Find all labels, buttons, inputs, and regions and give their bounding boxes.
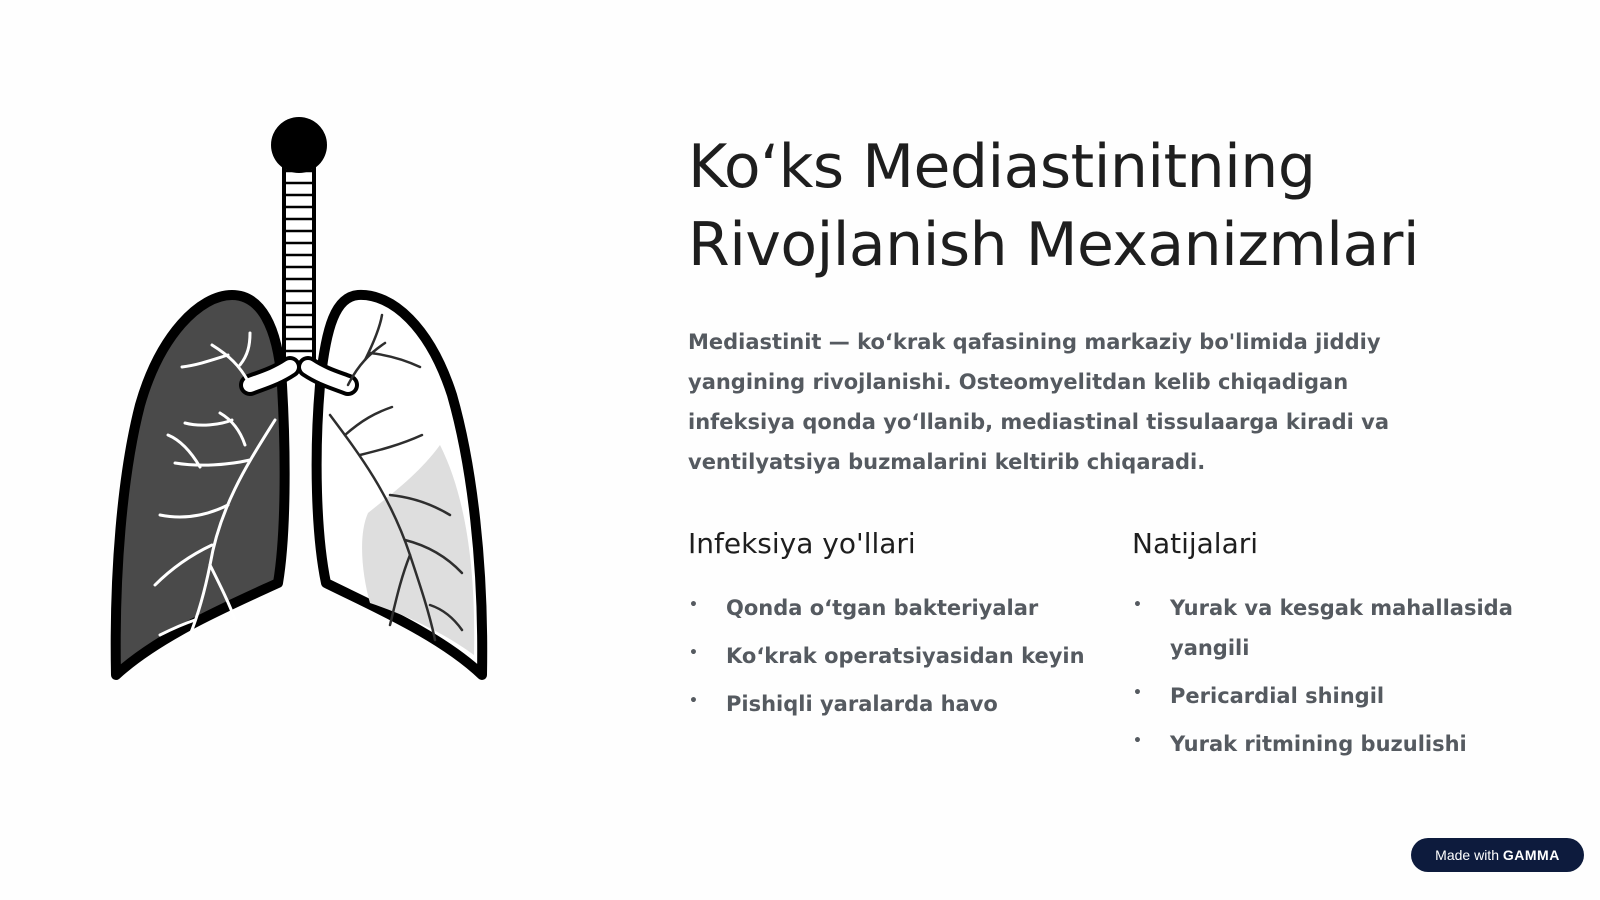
outcomes-section [1132,526,1532,772]
list-item-text: Yurak va kesgak mahallasida yangili [1170,596,1513,660]
bullet-icon: • [1133,685,1142,701]
list-item [688,636,1088,676]
list-item-text: Ko‘krak operatsiyasidan keyin [726,644,1085,668]
infection-routes-list [688,588,1088,724]
infection-routes-section [688,526,1088,732]
list-item [688,588,1088,628]
list-item-text: Yurak ritmining buzulishi [1170,732,1467,756]
bullet-icon: • [689,645,698,661]
list-item-text: Pericardial shingil [1170,684,1385,708]
list-item-text: Pishiqli yaralarda havo [726,692,998,716]
intro-paragraph: Mediastinit — ko‘krak qafasining markaziy bo'limida jiddiy yangining rivojlanishi. Osteomyelitdan kelib chiqadigan infeksiya qonda yo‘llanib, mediastinal tissulaarga kiradi va ventilyatsiya buzmalarini keltirib chiqaradi. [688,330,1389,474]
outcomes-list [1132,588,1532,764]
list-item [1132,588,1532,668]
infection-routes-heading: Infeksiya yo'llari [688,527,916,560]
badge-brand: GAMMA [1502,847,1560,863]
slide-title [688,128,1508,284]
slide-title-line2: Rivojlanish Mexanizmlari [688,210,1420,280]
list-item [1132,676,1532,716]
bullet-icon: • [689,693,698,709]
lungs-illustration [100,115,500,700]
badge-prefix: Made with [1435,847,1503,863]
outcomes-heading: Natijalari [1132,527,1259,560]
bullet-icon: • [1133,597,1142,613]
trachea-top [271,117,327,173]
list-item [1132,724,1532,764]
made-with-gamma-badge[interactable] [1411,838,1584,872]
list-item-text: Qonda o‘tgan bakteriyalar [726,596,1039,620]
bullet-icon: • [689,597,698,613]
bullet-icon: • [1133,733,1142,749]
left-lung [116,295,285,675]
slide-title-line1: Ko‘ks Mediastinitning [688,132,1316,202]
list-item [688,684,1088,724]
